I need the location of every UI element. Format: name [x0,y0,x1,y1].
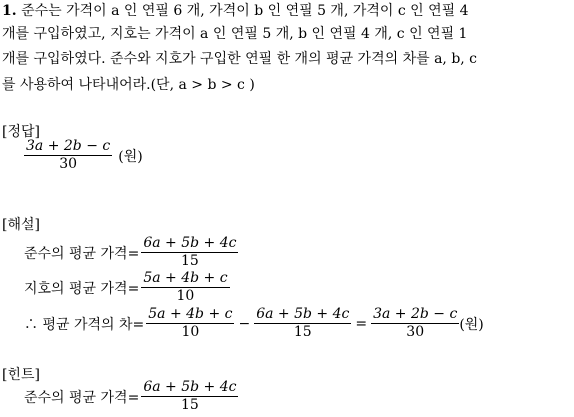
explanation-header: [해설] [2,217,40,233]
difference-numerator-2: 6a + 5b + 4c [256,306,350,322]
explanation-numerator-1: 6a + 5b + 4c [143,235,237,251]
problem-line-2: 개를 구입하였고, 지호는 가격이 a 인 연필 5 개, b 인 연필 4 개, c 인 연필 1 [2,26,468,42]
problem-line-1 [2,0,469,23]
explanation-difference-row [24,306,484,341]
explanation-fraction-1 [141,235,238,270]
explanation-fraction-2 [141,270,229,305]
answer-unit: (원) [118,148,143,165]
answer-numerator: 3a + 2b − c [26,138,111,154]
equals-sign: = [355,315,368,332]
difference-numerator-1: 5a + 4b + c [148,306,233,322]
problem-line-4: 를 사용하여 나타내어라.(단, a > b > c ) [2,77,255,93]
hint-fraction [141,379,238,414]
hint-numerator: 6a + 5b + 4c [143,379,237,395]
difference-fraction-2 [254,306,351,341]
answer-expression [24,138,143,173]
problem-line-3: 개를 구입하였다. 준수와 지호가 구입한 연필 한 개의 평균 가격의 차를 a, b, c [2,51,478,67]
difference-fraction-3 [371,306,459,341]
difference-denominator-2: 15 [293,324,312,340]
difference-denominator-1: 10 [181,324,200,340]
explanation-denominator-1: 15 [180,253,199,269]
problem-number: 1. [2,3,17,19]
answer-header: [정답] [2,124,40,140]
hint-row [24,379,238,414]
difference-numerator-3: 3a + 2b − c [373,306,458,322]
hint-label: 준수의 평균 가격= [24,389,140,406]
explanation-label-1: 준수의 평균 가격= [24,245,140,262]
minus-sign: − [238,315,251,332]
difference-label: ∴ 평균 가격의 차= [24,316,145,333]
difference-unit: (원) [459,316,484,333]
hint-denominator: 15 [180,397,199,413]
problem-text-1: 준수는 가격이 a 인 연필 6 개, 가격이 b 인 연필 5 개, 가격이 c 인 연필 4 [21,3,469,19]
explanation-row-1 [24,235,238,270]
difference-denominator-3: 30 [406,324,425,340]
answer-fraction [24,138,112,173]
explanation-denominator-2: 10 [176,288,195,304]
hint-header: [힌트] [2,367,40,383]
explanation-label-2: 지호의 평균 가격= [24,280,140,297]
explanation-numerator-2: 5a + 4b + c [143,270,228,286]
answer-denominator: 30 [59,156,78,172]
explanation-row-2 [24,270,230,305]
difference-fraction-1 [146,306,234,341]
